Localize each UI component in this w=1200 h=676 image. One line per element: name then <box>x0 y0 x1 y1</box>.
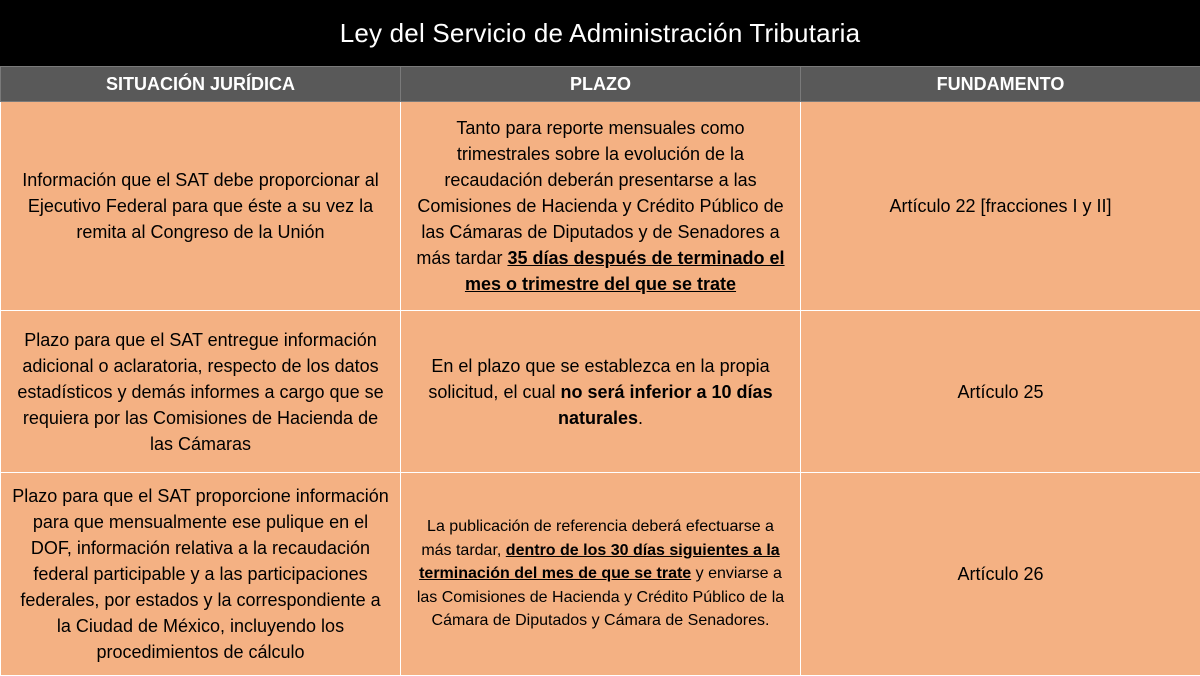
plazo-highlight: 35 días después de terminado el mes o trimestre del que se trate <box>465 248 785 294</box>
situacion-cell: Información que el SAT debe proporcionar al Ejecutivo Federal para que éste a su vez la remita al Congreso de la Unión <box>1 102 401 311</box>
plazo-text: Tanto para reporte mensuales como trimestrales sobre la evolución de la recaudación deberán presentarse a las Comisiones de Hacienda y Crédito Público de las Cámaras de Diputados y de Senadores a más tardar <box>416 118 783 268</box>
situacion-cell: Plazo para que el SAT proporcione información para que mensualmente ese pulique en el DOF, información relativa a la recaudación federal participable y a las participaciones federales, por estados y la correspondiente a la Ciudad de México, incluyendo los procedimientos de cálculo <box>1 473 401 676</box>
plazo-text-end: . <box>638 408 643 428</box>
legal-deadlines-table <box>0 66 1200 676</box>
fundamento-cell: Artículo 22 [fracciones I y II] <box>801 102 1200 311</box>
plazo-text: La publicación de referencia deberá efectuarse a más tardar, <box>421 518 774 559</box>
table-row <box>1 473 1200 676</box>
header-situacion-juridica: SITUACIÓN JURÍDICA <box>1 67 401 102</box>
table-row <box>1 311 1200 473</box>
table-header-row <box>1 67 1200 102</box>
header-fundamento: FUNDAMENTO <box>801 67 1200 102</box>
plazo-cell <box>401 473 801 676</box>
fundamento-cell: Artículo 26 <box>801 473 1200 676</box>
fundamento-cell: Artículo 25 <box>801 311 1200 473</box>
plazo-text: En el plazo que se establezca en la propia solicitud, el cual <box>428 356 769 402</box>
plazo-cell <box>401 102 801 311</box>
header-plazo: PLAZO <box>401 67 801 102</box>
plazo-cell <box>401 311 801 473</box>
plazo-text-end: y enviarse a las Comisiones de Hacienda y Crédito Público de la Cámara de Diputados y Cámara de Senadores. <box>417 565 784 629</box>
situacion-cell: Plazo para que el SAT entregue información adicional o aclaratoria, respecto de los datos estadísticos y demás informes a cargo que se requiera por las Comisiones de Hacienda de las Cámaras <box>1 311 401 473</box>
plazo-highlight: no será inferior a 10 días naturales <box>558 382 773 428</box>
plazo-highlight: dentro de los 30 días siguientes a la terminación del mes de que se trate <box>419 542 780 583</box>
page-title: Ley del Servicio de Administración Tributaria <box>0 0 1200 66</box>
table-row <box>1 102 1200 311</box>
